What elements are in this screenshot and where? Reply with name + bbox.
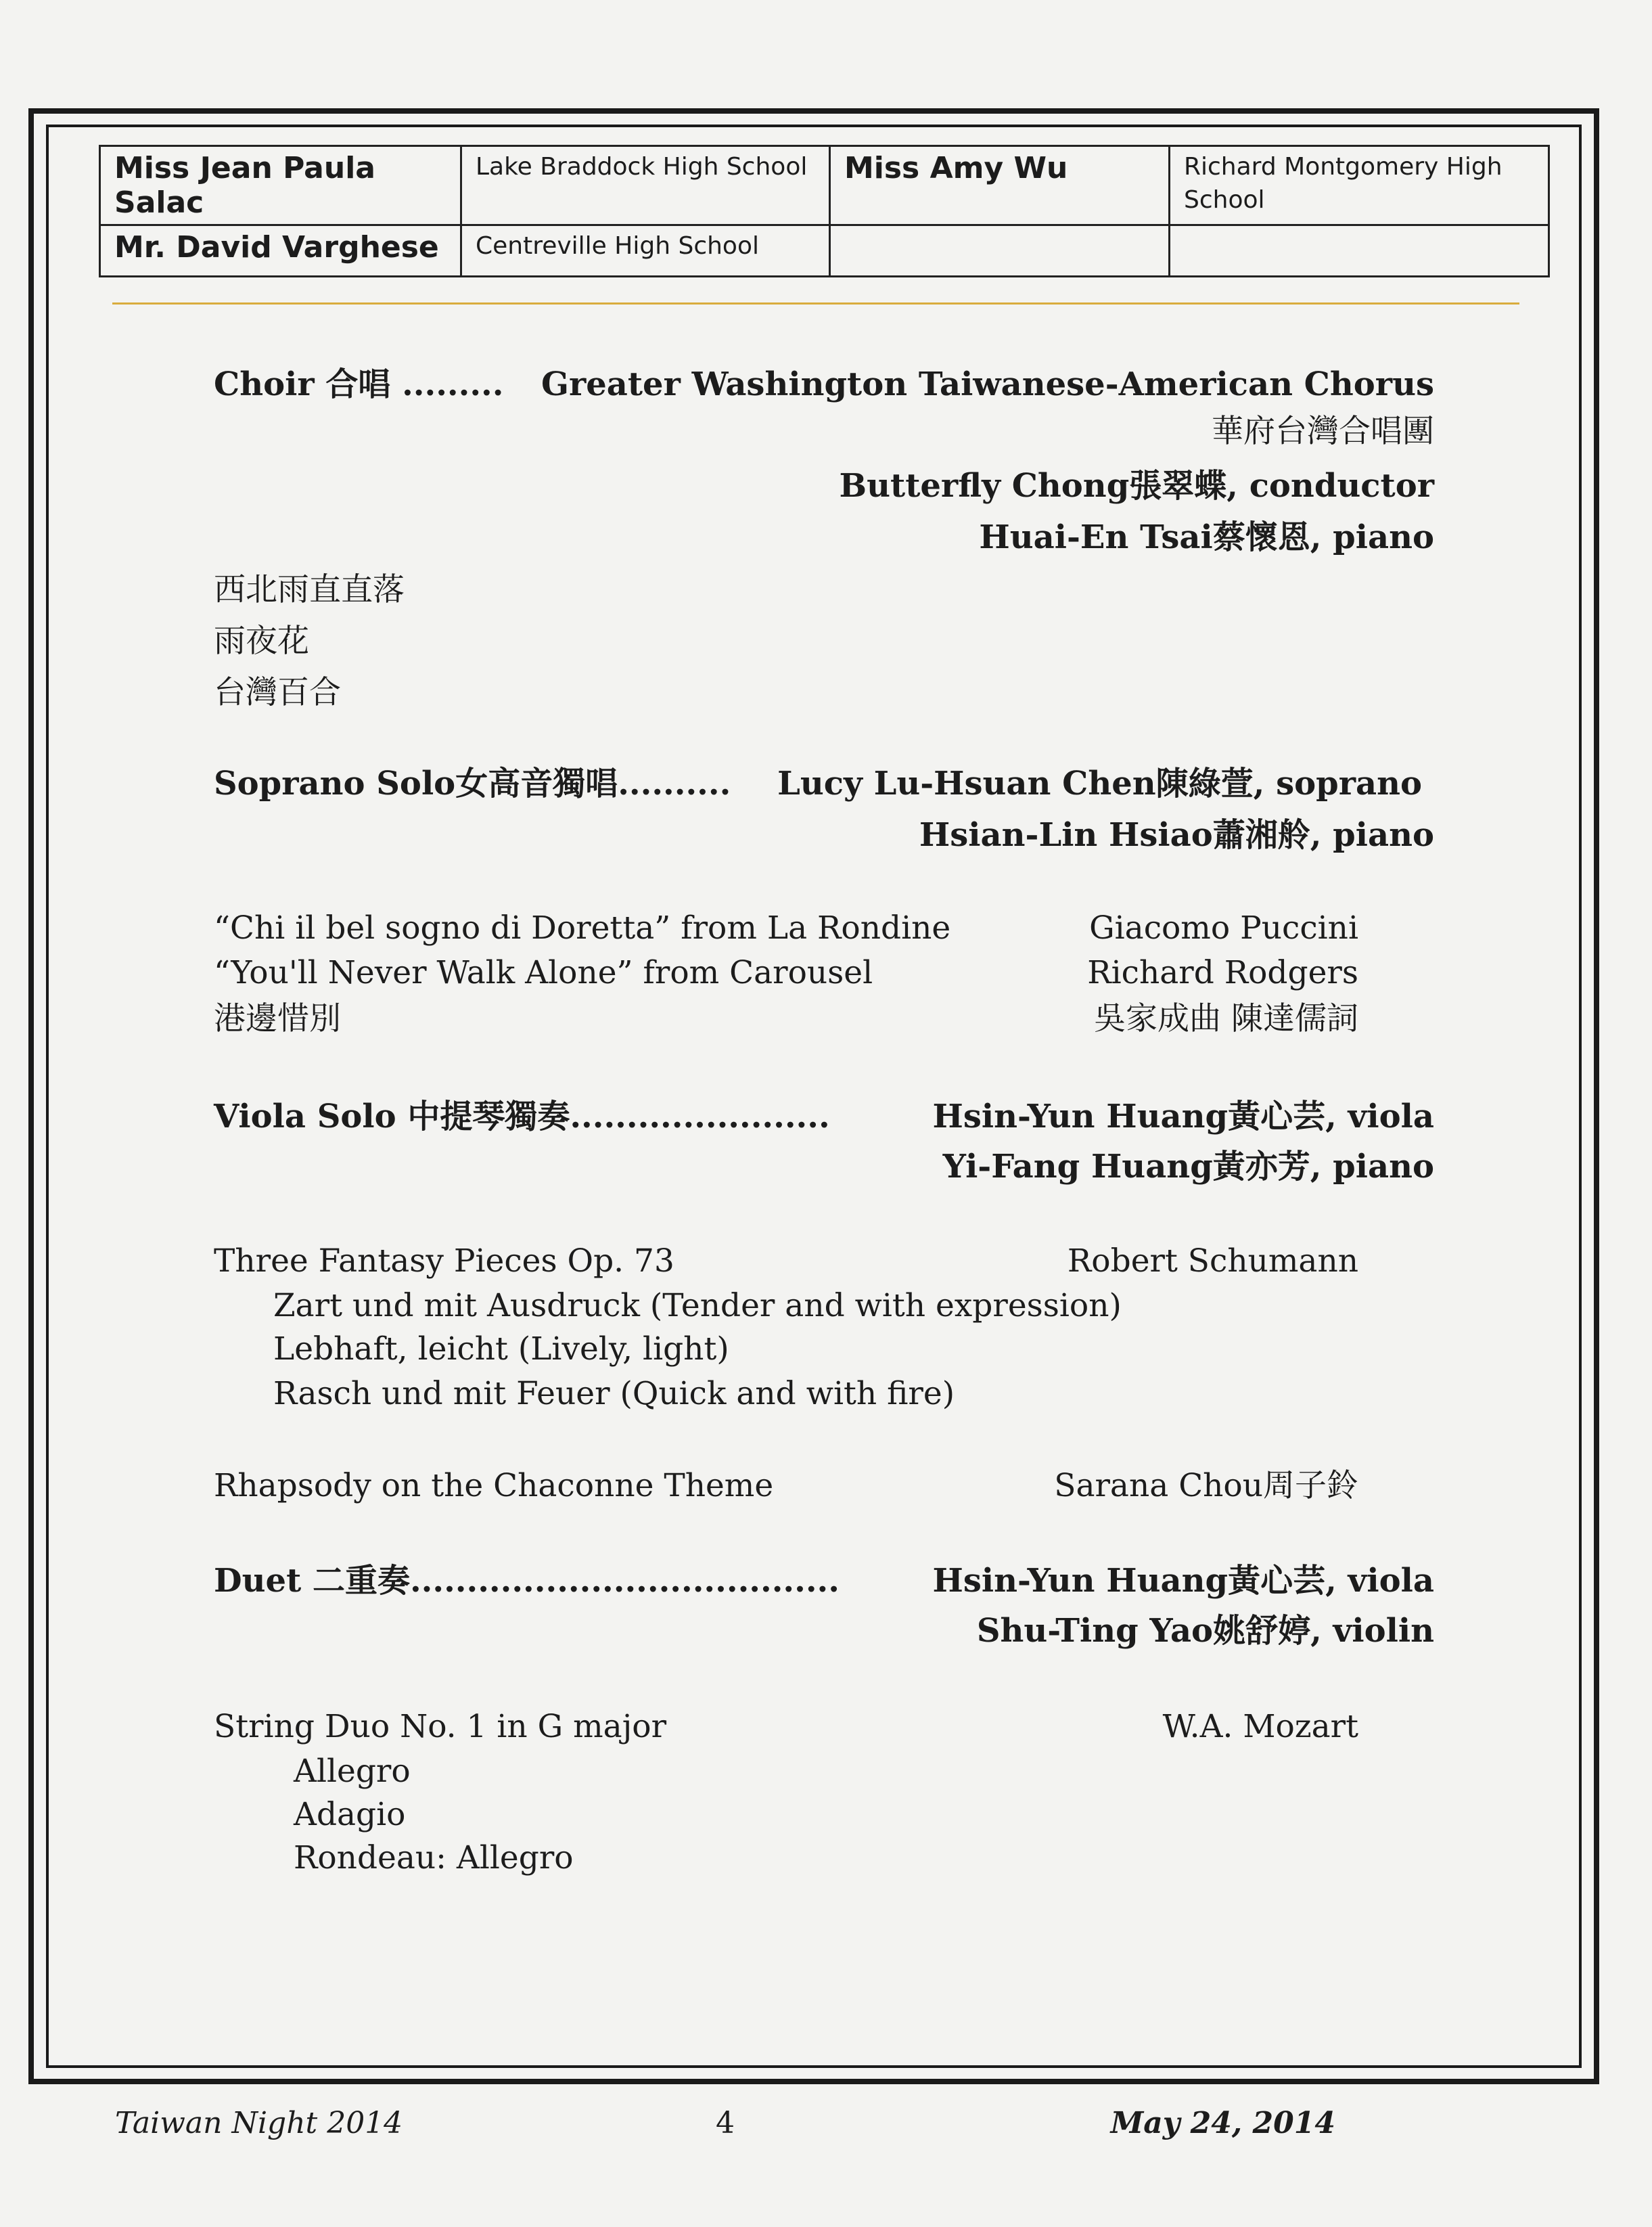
choir-label: Choir 合唱 ......... (214, 365, 504, 403)
viola-work: Three Fantasy Pieces Op. 73 (214, 1242, 674, 1280)
choir-conductor: Butterfly Chong張翠蝶, conductor (839, 467, 1434, 505)
viola-movement: Zart und mit Ausdruck (Tender and with expression) (273, 1287, 1122, 1324)
viola-label: Viola Solo 中提琴獨奏....................... (214, 1098, 830, 1135)
viola-movement: Rasch und mit Feuer (Quick and with fire) (273, 1375, 955, 1412)
duet-label: Duet 二重奏...................................... (214, 1562, 840, 1600)
soprano-piece-composer: 吳家成曲 陳達儒詞 (1094, 1000, 1358, 1037)
table-cell (1170, 225, 1549, 277)
viola-composer-2: Sarana Chou周子鈴 (1054, 1467, 1358, 1504)
table-row (100, 225, 1549, 277)
choir-ensemble: Greater Washington Taiwanese-American Chorus (541, 365, 1434, 403)
soprano-piece-title: “You'll Never Walk Alone” from Carousel (214, 954, 873, 991)
choir-pianist: Huai-En Tsai蔡懷恩, piano (979, 518, 1434, 556)
table-cell: Miss Jean Paula Salac (100, 146, 461, 225)
viola-performer: Hsin-Yun Huang黃心芸, viola (932, 1098, 1434, 1135)
table-cell: Richard Montgomery High School (1170, 146, 1549, 225)
table-row (100, 146, 1549, 225)
duet-movement: Rondeau: Allegro (294, 1839, 574, 1876)
table-cell (830, 225, 1170, 277)
viola-movement: Lebhaft, leicht (Lively, light) (273, 1330, 729, 1368)
choir-piece: 台灣百合 (214, 674, 341, 711)
table-cell: Miss Amy Wu (830, 146, 1170, 225)
soprano-performer: Lucy Lu-Hsuan Chen陳綠萱, soprano (777, 765, 1422, 803)
table-cell: Mr. David Varghese (100, 225, 461, 277)
soprano-label: Soprano Solo女高音獨唱.......... (214, 765, 731, 803)
duet-work: String Duo No. 1 in G major (214, 1708, 667, 1745)
choir-piece: 雨夜花 (214, 623, 309, 660)
soprano-piece-composer: Richard Rodgers (1087, 954, 1358, 991)
viola-composer: Robert Schumann (1067, 1242, 1358, 1280)
footer-date: May 24, 2014 (1110, 2106, 1335, 2140)
choir-ensemble-cn: 華府台灣合唱團 (1212, 413, 1434, 450)
soprano-piece-title: “Chi il bel sogno di Doretta” from La Rondine (214, 909, 951, 947)
table-cell: Lake Braddock High School (461, 146, 830, 225)
divider (112, 302, 1519, 305)
duet-performer: Hsin-Yun Huang黃心芸, viola (932, 1562, 1434, 1600)
viola-work-2: Rhapsody on the Chaconne Theme (214, 1467, 774, 1504)
duet-performer: Shu-Ting Yao姚舒婷, violin (976, 1612, 1434, 1650)
choir-piece: 西北雨直直落 (214, 571, 405, 608)
table-cell: Centreville High School (461, 225, 830, 277)
soprano-piece-composer: Giacomo Puccini (1089, 909, 1358, 947)
duet-movement: Adagio (294, 1796, 406, 1833)
names-table (99, 145, 1550, 277)
duet-composer: W.A. Mozart (1162, 1708, 1358, 1745)
soprano-pianist: Hsian-Lin Hsiao蕭湘舲, piano (919, 816, 1434, 854)
viola-pianist: Yi-Fang Huang黃亦芳, piano (942, 1148, 1434, 1186)
page-number: 4 (716, 2106, 735, 2140)
footer-event: Taiwan Night 2014 (115, 2106, 403, 2140)
duet-movement: Allegro (294, 1753, 411, 1790)
soprano-piece-title: 港邊惜別 (214, 1000, 341, 1037)
